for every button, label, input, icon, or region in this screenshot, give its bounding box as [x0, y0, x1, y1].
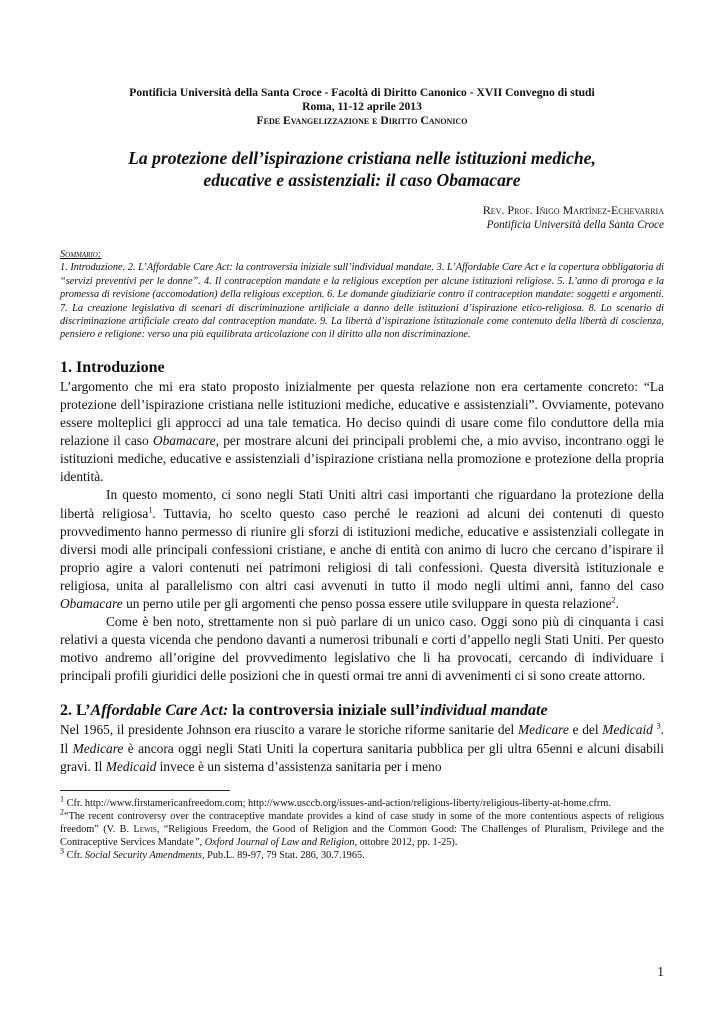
summary-block: [60, 248, 664, 342]
author-name: Rev. Prof. Iñigo Martínez-Echevarria: [482, 203, 664, 217]
section-1-paragraph-2: [60, 486, 664, 613]
heading-run: la controversia iniziale sull’: [228, 702, 420, 720]
text-run: è ancora oggi negli Stati Uniti la copertura sanitaria pubblica per gli ultra 65enni e alcuni disabili gravi. Il: [60, 740, 665, 774]
footnote-3: [60, 846, 664, 862]
footnote-1: [60, 794, 664, 810]
author-affiliation: Pontificia Università della Santa Croce: [486, 219, 664, 231]
page-content: [60, 0, 664, 862]
heading-run-italic: Affordable Care Act:: [90, 702, 229, 720]
text-run: un perno utile per gli argomenti che penso possa essere utile sviluppare in questa relazione: [122, 595, 612, 611]
heading-run-italic: individual mandate: [419, 702, 548, 720]
footnote-text: , ottobre 2012, pp. 1-25).: [354, 836, 458, 848]
footnote-ref-1[interactable]: 1: [148, 505, 153, 515]
page-number: 1: [657, 964, 664, 979]
text-run-italic: Medicaid: [602, 722, 653, 738]
text-run: .: [615, 595, 619, 611]
footnote-text: Cfr. http://www.firstamericanfreedom.com; http://www.usccb.org/issues-and-action/religious-liberty/religious-liberty-at-home.cfrm.: [64, 797, 611, 809]
footnote-ref-2[interactable]: 2: [611, 595, 616, 605]
paper-title-line-1: La protezione dell’ispirazione cristiana nelle istituzioni mediche,: [128, 148, 596, 168]
footnote-ref-3[interactable]: 3: [656, 721, 661, 731]
conference-line-2: Roma, 11-12 aprile 2013: [302, 100, 422, 113]
footnote-number: 1: [60, 794, 64, 804]
footnote-number: 2: [60, 807, 64, 817]
summary-label: Sommario:: [60, 249, 102, 260]
footnote-2: [60, 807, 664, 849]
footnote-journal: ”, Oxford Journal of Law and Religion: [193, 836, 355, 848]
heading-run: 2. L’: [60, 702, 91, 720]
text-run-italic: Medicare: [72, 740, 124, 756]
section-2-paragraph-1: [60, 721, 664, 775]
paper-title-line-2: educative e assistenziali: il caso Obamacare: [203, 170, 521, 190]
footnote-text: Cfr.: [64, 849, 85, 861]
text-run-italic: Obamacare: [60, 595, 123, 611]
paper-title: [60, 147, 664, 191]
summary-text: 1. Introduzione. 2. L’Affordable Care Act: la controversia iniziale sull’individual mandate. 3. L’Affordable Care Act e la copertura obbligatoria di “servizi preventivi per le donne”. 4. Il contraception mandate e la religious exception per alcune istituzioni religiose. 5. L’anno di proroga e la promessa di revisione (accomodation) della religious exception. 6. Le domande giudiziarie contro il contraception mandate: soggetti e argomenti. 7. La creazione legislativa di scenari di discriminazione artificiale a danno delle istituzioni d’ispirazione etico-religiosa. 8. Lo scenario di discriminazione artificiale creato dal contraception mandate. 9. La libertà d’ispirazione istituzionale come contenuto della libertà di coscienza, pensiero e religione: verso una più equilibrata articolazione con il diritto alla non discriminazione.: [60, 262, 664, 341]
footnote-text: , Pub.L. 89-97, 79 Stat. 286, 30.7.1965.: [201, 849, 365, 861]
text-run-italic: Medicare: [517, 722, 569, 738]
footnote-separator: [60, 790, 230, 791]
text-run-italic: Obamacare: [152, 433, 216, 449]
section-1-paragraph-1: [60, 378, 664, 487]
text-run: . Tuttavia, ho scelto questo caso perché le reazioni ad alcuni dei contenuti di questo provvedimento hanno permesso di riunire gli sforzi di istituzioni mediche, educative e assistenziali collegate in diversi modi alle principali confessioni cristiane, e anche di entità con animo di lucro che cercano d’ispirare il proprio agire a valori contenuti nei patrimoni religiosi di tali confessioni. Questa diversità istituzionale e religiosa, unita al parallelismo con altri casi avvenuti in tutto il modo negli ultimi anni, fanno del caso: [60, 505, 664, 593]
section-1-heading: 1. Introduzione: [60, 358, 165, 376]
text-run: e del: [568, 722, 603, 738]
text-run: . Il: [60, 722, 664, 756]
text-run: invece è un sistema d’assistenza sanitaria per i meno: [156, 758, 442, 774]
text-run: , per mostrare alcuni dei principali problemi che, a mio avviso, incontrano oggi le istituzioni mediche, educative e assistenziali d’ispirazione cristiana nella promozione e protezione della propria identità.: [60, 433, 665, 485]
text-run: L’argomento che mi era stato proposto inizialmente per questa relazione non era certamente concreto: “La protezione dell’ispirazione cristiana nelle istituzioni mediche, educative e assistenziali”. Ovviamente, potevano essere molteplici gli approcci ad una tale tematica. Ho deciso quindi di usare come filo conduttore della mia relazione il caso: [60, 378, 664, 449]
text-run: In questo momento, ci sono negli Stati Uniti altri casi importanti che riguardano la protezione della libertà religiosa: [60, 487, 664, 521]
footnote-text: “The recent controversy over the contraceptive mandate provides a kind of case study in some of the more contentious aspects of religious freedom” (V. B.: [60, 810, 664, 835]
text-run-italic: Medicaid: [105, 758, 157, 774]
section-2-heading: [60, 701, 664, 721]
footnote-title: Social Security Amendments: [84, 849, 202, 861]
conference-line-3: Fede Evangelizzazione e Diritto Canonico: [256, 114, 468, 127]
footnote-author: Lewis: [133, 823, 157, 835]
conference-line-1: Pontificia Università della Santa Croce - Facoltà di Diritto Canonico - XVII Convegno di studi: [129, 86, 595, 99]
text-run: Nel 1965, il presidente Johnson era riuscito a varare le storiche riforme sanitarie del: [60, 722, 518, 738]
footnote-number: 3: [60, 846, 64, 856]
section-1-paragraph-3: Come è ben noto, strettamente non si può parlare di un unico caso. Oggi sono più di cinquanta i casi relativi a questa vicenda che pendono davanti a numerosi tribunali e corti d’appello negli Stati Uniti. Per questo motivo andremo all’origine del provvedimento legislativo che li ha provocati, cercando di individuare i principali profili giuridici delle posizioni che in questi ormai tre anni di avvenimenti ci si sono create attorno.: [60, 614, 664, 684]
footnote-text: , “Religious Freedom, the Good of Religion and the Common Good: The Challenges of Pluralism, Privilege and the Contraceptive Services Mandate: [60, 823, 664, 848]
